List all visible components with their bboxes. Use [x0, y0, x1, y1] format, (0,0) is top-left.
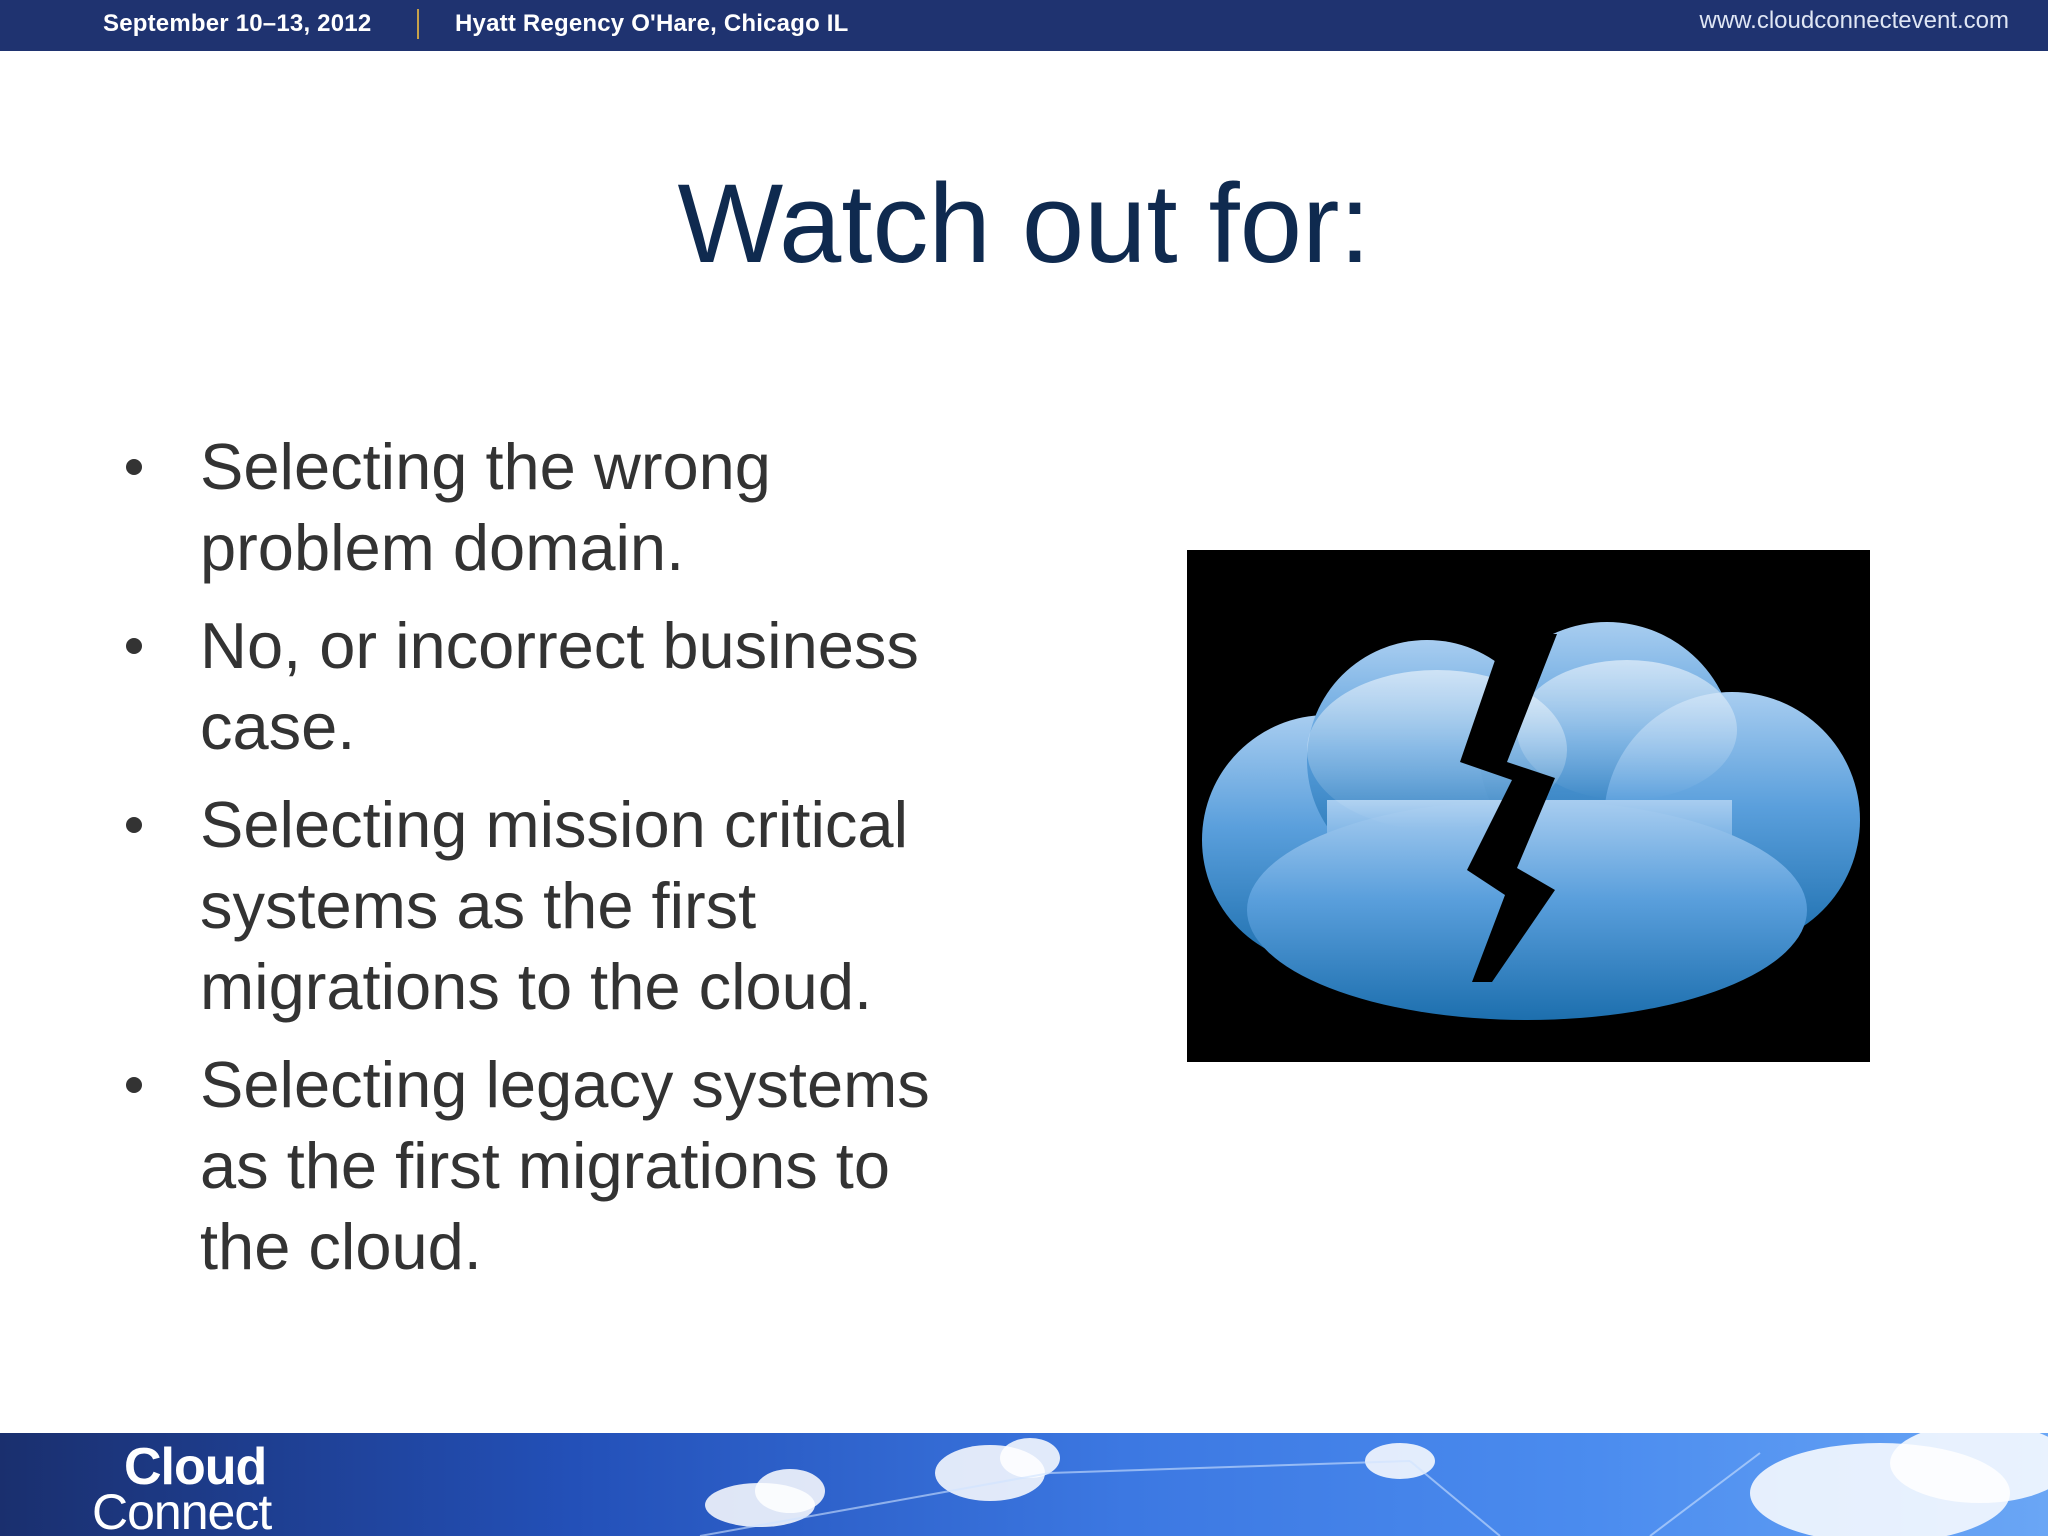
- sky-clouds-decoration: [0, 1433, 2048, 1536]
- bullet-item: [118, 426, 998, 588]
- bullet-dot-icon: [126, 638, 142, 654]
- broken-cloud-image: [1187, 550, 1870, 1062]
- top-banner: [0, 0, 2048, 51]
- header-divider: [417, 9, 419, 39]
- bullet-text: Selecting the wrong problem domain.: [200, 430, 771, 584]
- bullet-item: [118, 784, 998, 1027]
- event-venue: Hyatt Regency O'Hare, Chicago IL: [455, 10, 849, 37]
- event-date: September 10–13, 2012: [103, 10, 372, 37]
- bullet-dot-icon: [126, 459, 142, 475]
- bullet-dot-icon: [126, 817, 142, 833]
- bottom-banner: [0, 1433, 2048, 1536]
- slide-title: Watch out for:: [677, 161, 1371, 286]
- bullet-dot-icon: [126, 1077, 142, 1093]
- bullet-list: [118, 426, 998, 1304]
- logo-line-cloud: Cloud: [124, 1438, 267, 1496]
- bullet-text: No, or incorrect business case.: [200, 609, 919, 763]
- bullet-text: Selecting legacy systems as the first migrations to the cloud.: [200, 1048, 930, 1283]
- broken-cloud-icon: [1187, 550, 1870, 1062]
- cloud-connect-logo: [92, 1438, 272, 1536]
- bullet-text: Selecting mission critical systems as the first migrations to the cloud.: [200, 788, 909, 1023]
- bullet-item: [118, 605, 998, 767]
- event-url[interactable]: www.cloudconnectevent.com: [1699, 7, 2009, 34]
- logo-line-connect: Connect: [92, 1484, 272, 1536]
- bullet-item: [118, 1044, 998, 1287]
